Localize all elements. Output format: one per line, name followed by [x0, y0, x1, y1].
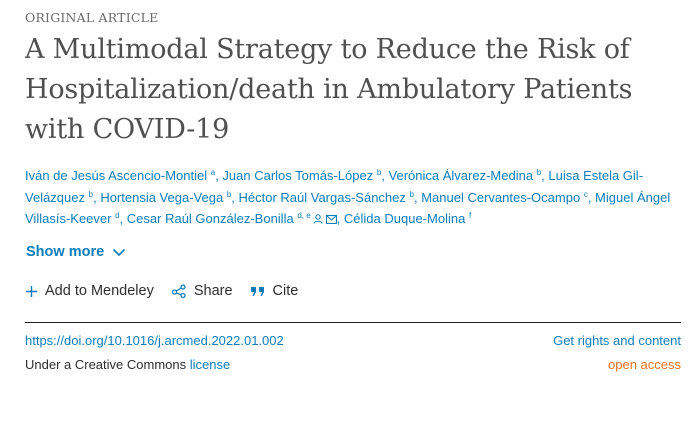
author-link[interactable]: Cesar Raúl González-Bonilla $^{d, e}$ — [127, 211, 337, 226]
article-actions — [25, 283, 315, 299]
divider — [25, 322, 681, 323]
author-link[interactable]: Luisa Estela Gil-Velázquez $^b$ — [25, 168, 644, 205]
envelope-icon[interactable] — [326, 215, 337, 224]
person-icon — [313, 214, 323, 224]
plus-icon — [25, 285, 38, 298]
author-link[interactable]: Juan Carlos Tomás-López $^b$ — [222, 168, 382, 183]
chevron-down-icon — [112, 248, 126, 257]
share-icon — [171, 284, 187, 298]
author-link[interactable]: Célida Duque-Molina $^f$ — [343, 211, 472, 226]
show-more-button[interactable] — [26, 244, 126, 260]
author-link[interactable]: Hortensia Vega-Vega $^b$ — [100, 189, 232, 205]
author-link[interactable]: Iván de Jesús Ascencio-Montiel $^a$ — [25, 168, 216, 183]
share-label: Share — [193, 283, 233, 299]
author-link[interactable]: Manuel Cervantes-Ocampo $^c$ — [421, 189, 588, 205]
license-statement — [25, 357, 230, 372]
license-prefix: Under a Creative Commons — [25, 357, 187, 372]
author-link[interactable]: Miguel Ángel Villasís-Keever $^d$ — [25, 189, 671, 226]
article-title: A Multimodal Strategy to Reduce the Risk of Hospitalization/death in Ambulatory Patients with COVID-19 — [25, 34, 633, 145]
cite-label: Cite — [272, 283, 299, 299]
show-more-label: Show more — [26, 244, 105, 260]
add-to-mendeley-label: Add to Mendeley — [45, 283, 154, 299]
share-button[interactable] — [171, 283, 233, 299]
license-link[interactable]: license — [189, 357, 231, 372]
add-to-mendeley-button[interactable] — [25, 283, 154, 299]
author-list: Iván de Jesús Ascencio-Montiel $^a$, Juan Carlos Tomás-López $^b$, Verónica Álvarez-Medina $^b$, Luisa Estela Gil-Velázquez $^b$, Hortensia Vega-Vega $^b$, Héctor Raúl Vargas-Sánchez $^b$, Manuel Cervantes-Ocampo $^c$, Miguel Ángel Villasís-Keever $^d$, Cesar Raúl González-Bonilla $^{d, e}$ , Célida Duque-Molina $^f$ — [25, 168, 671, 226]
open-access-badge: open access — [608, 357, 681, 372]
article-type-label: ORIGINAL ARTICLE — [25, 10, 159, 25]
get-rights-link[interactable]: Get rights and content — [553, 333, 681, 348]
doi-link[interactable]: https://doi.org/10.1016/j.arcmed.2022.01.002 — [25, 333, 284, 348]
cite-button[interactable] — [250, 283, 299, 299]
author-link[interactable]: Verónica Álvarez-Medina $^b$ — [388, 168, 542, 183]
quote-icon — [250, 285, 266, 297]
author-link[interactable]: Héctor Raúl Vargas-Sánchez $^b$ — [238, 189, 414, 205]
